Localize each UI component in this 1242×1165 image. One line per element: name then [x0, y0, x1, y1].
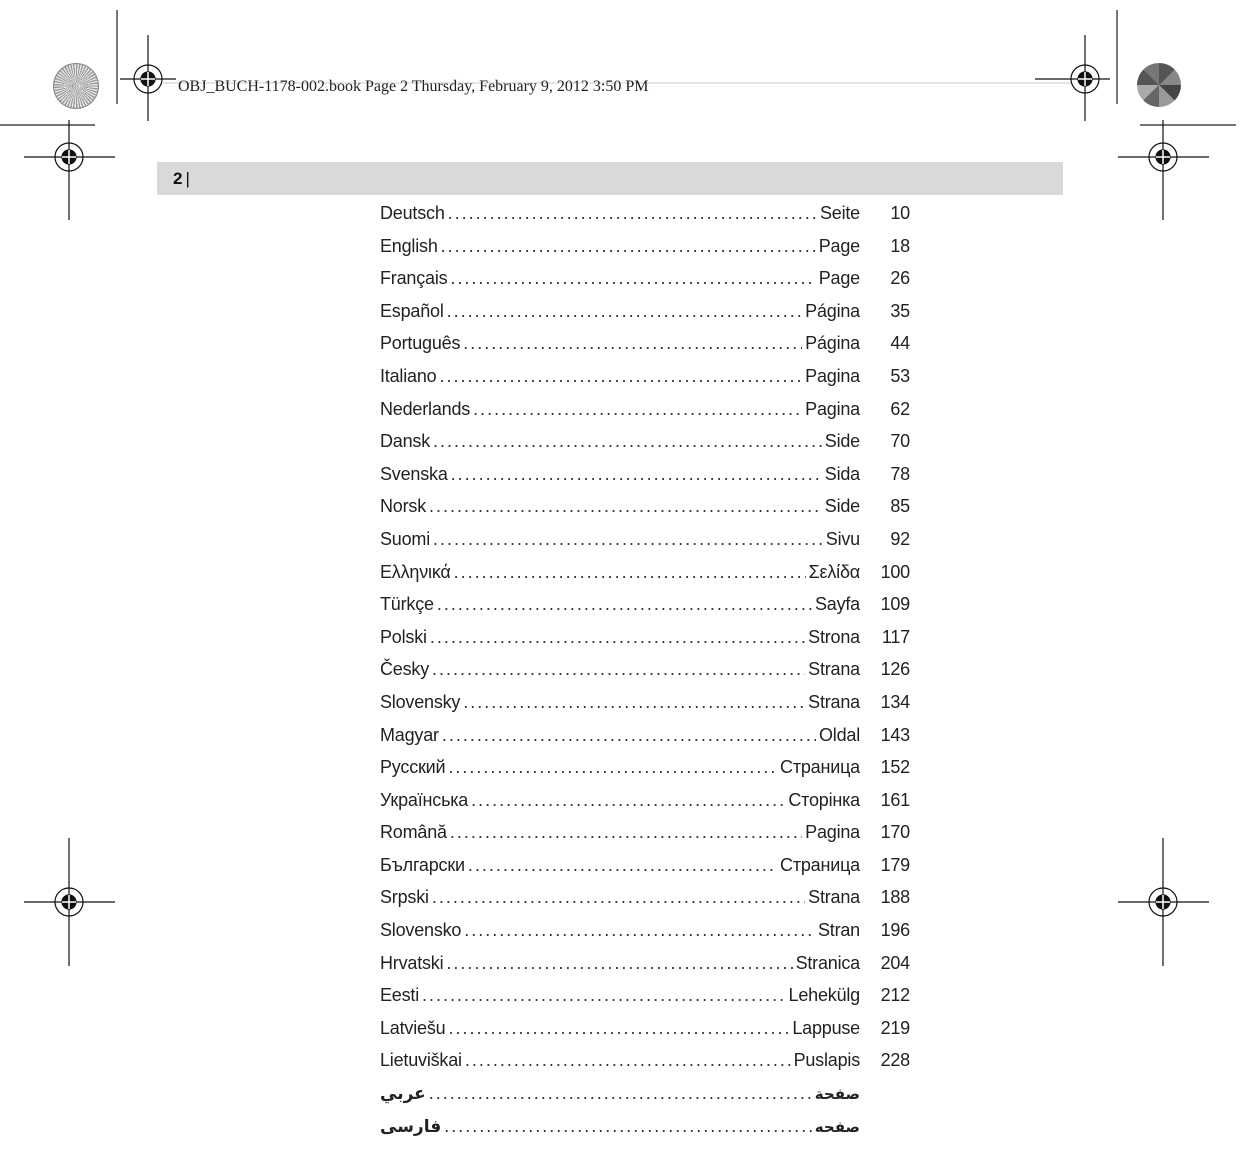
- toc-page-word: Page: [818, 268, 860, 289]
- toc-leader-dots: [437, 594, 812, 615]
- toc-page-word: Strana: [808, 659, 860, 680]
- toc-entry[interactable]: [380, 822, 910, 855]
- table-of-contents: [380, 203, 910, 1148]
- toc-page-word: Sivu: [825, 528, 860, 549]
- toc-page-word: Side: [824, 431, 860, 452]
- toc-entry[interactable]: [380, 203, 910, 236]
- toc-page-number: 100: [880, 561, 910, 582]
- toc-page-number: 126: [880, 659, 910, 680]
- toc-page-word: Сторінка: [788, 789, 860, 810]
- toc-page-word: Sayfa: [814, 594, 860, 615]
- toc-page-word: Pagina: [805, 822, 860, 843]
- registration-disc-left-icon: [53, 63, 99, 109]
- toc-language: Български: [380, 854, 465, 875]
- toc-leader-dots: [448, 203, 817, 224]
- toc-page-number: 70: [890, 431, 910, 452]
- toc-page-number: 35: [890, 300, 910, 321]
- toc-leader-dots: [432, 887, 805, 908]
- toc-page-number: 44: [890, 333, 910, 354]
- toc-leader-dots: [433, 431, 822, 452]
- toc-page-number: 188: [880, 887, 910, 908]
- toc-language: Українська: [380, 789, 469, 810]
- toc-language: Polski: [380, 626, 427, 647]
- toc-entry[interactable]: [380, 627, 910, 660]
- toc-leader-dots: [463, 333, 802, 354]
- toc-entry[interactable]: [380, 953, 910, 986]
- toc-page-word: Página: [805, 300, 860, 321]
- toc-entry[interactable]: [380, 985, 910, 1018]
- toc-page-number: 26: [890, 268, 910, 289]
- page-header-bar: [157, 162, 1063, 195]
- toc-entry[interactable]: [380, 268, 910, 301]
- registration-mark-right-lower-icon: [1114, 838, 1214, 968]
- toc-page-number: 170: [880, 822, 910, 843]
- toc-leader-dots: [473, 399, 802, 420]
- toc-page-number: 134: [880, 691, 910, 712]
- toc-page-number: 92: [890, 528, 910, 549]
- toc-page-number: 117: [881, 626, 910, 647]
- toc-page-word: Lappuse: [792, 1017, 860, 1038]
- toc-leader-dots: [450, 268, 815, 289]
- toc-leader-dots: [450, 822, 802, 843]
- toc-page-word: Stran: [817, 920, 860, 941]
- toc-page-word: Strona: [808, 626, 860, 647]
- registration-mark-left-lower-icon: [20, 838, 120, 968]
- toc-entry[interactable]: [380, 659, 910, 692]
- toc-page-word: Страница: [780, 854, 860, 875]
- toc-language: Deutsch: [380, 203, 445, 223]
- print-slug: OBJ_BUCH-1178-002.book Page 2 Thursday, February 9, 2012 3:50 PM: [178, 78, 649, 95]
- toc-leader-dots: [432, 659, 805, 680]
- toc-language: Norsk: [380, 496, 427, 517]
- toc-leader-dots: [442, 725, 816, 746]
- toc-entry[interactable]: [380, 1018, 910, 1051]
- toc-language: Français: [380, 268, 448, 289]
- toc-page-number: 78: [890, 463, 910, 484]
- toc-entry[interactable]: [380, 757, 910, 790]
- toc-leader-dots: [448, 1018, 789, 1039]
- toc-entry[interactable]: [380, 1083, 910, 1116]
- toc-page-number: 228: [880, 1050, 910, 1071]
- toc-leader-dots: [429, 496, 822, 517]
- page-number: 2 |: [173, 169, 190, 188]
- toc-language: عربي: [380, 1084, 426, 1105]
- toc-entry[interactable]: [380, 562, 910, 595]
- toc-language: Português: [380, 333, 461, 354]
- toc-page-word: Oldal: [818, 724, 860, 745]
- toc-entry[interactable]: [380, 1116, 910, 1149]
- toc-language: English: [380, 235, 438, 256]
- toc-language: Srpski: [380, 887, 429, 908]
- toc-leader-dots: [433, 529, 823, 550]
- toc-language: Eesti: [380, 985, 420, 1006]
- toc-entry[interactable]: [380, 366, 910, 399]
- toc-entry[interactable]: [380, 887, 910, 920]
- toc-page-word: Pagina: [805, 398, 860, 419]
- toc-page-word: Side: [824, 496, 860, 517]
- toc-entry[interactable]: [380, 920, 910, 953]
- toc-page-number: 161: [880, 789, 910, 810]
- toc-leader-dots: [422, 985, 786, 1006]
- toc-page-word: Strana: [808, 691, 860, 712]
- toc-language: Lietuviškai: [380, 1050, 462, 1071]
- toc-leader-dots: [444, 1116, 812, 1137]
- toc-entry[interactable]: [380, 333, 910, 366]
- toc-entry[interactable]: [380, 529, 910, 562]
- toc-page-word: Strana: [808, 887, 860, 908]
- toc-page-word: صفحه: [814, 1117, 860, 1136]
- toc-entry[interactable]: [380, 692, 910, 725]
- toc-leader-dots: [430, 627, 805, 648]
- toc-entry[interactable]: [380, 855, 910, 888]
- toc-page-word: Stranica: [795, 952, 860, 973]
- registration-mark-right-upper-icon: [1114, 120, 1214, 220]
- toc-page-word: Page: [818, 235, 860, 256]
- toc-language: Türkçe: [380, 594, 434, 615]
- toc-page-number: 18: [890, 235, 910, 256]
- toc-page-word: Página: [805, 333, 860, 354]
- toc-entry[interactable]: [380, 594, 910, 627]
- toc-language: Español: [380, 300, 444, 321]
- registration-mark-top-left-icon: [118, 35, 178, 125]
- toc-page-number: 53: [890, 365, 910, 386]
- toc-entry[interactable]: [380, 790, 910, 823]
- toc-entry[interactable]: [380, 431, 910, 464]
- toc-page-number: 179: [880, 854, 910, 875]
- toc-language: Slovensko: [380, 920, 462, 941]
- registration-mark-top-right-icon: [1035, 35, 1135, 125]
- toc-language: Română: [380, 822, 447, 843]
- toc-entry[interactable]: [380, 236, 910, 269]
- toc-language: Nederlands: [380, 398, 471, 419]
- toc-leader-dots: [464, 920, 815, 941]
- toc-leader-dots: [447, 301, 802, 322]
- toc-language: Latviešu: [380, 1017, 446, 1038]
- toc-leader-dots: [446, 953, 792, 974]
- toc-language: Magyar: [380, 724, 439, 745]
- toc-entry[interactable]: [380, 301, 910, 334]
- toc-page-number: 212: [880, 985, 910, 1006]
- toc-leader-dots: [441, 236, 816, 257]
- toc-entry[interactable]: [380, 399, 910, 432]
- toc-leader-dots: [454, 562, 806, 583]
- toc-leader-dots: [429, 1083, 812, 1104]
- toc-page-number: 196: [880, 920, 910, 941]
- toc-language: Hrvatski: [380, 952, 444, 973]
- toc-entry[interactable]: [380, 464, 910, 497]
- toc-leader-dots: [448, 757, 777, 778]
- toc-page-word: Puslapis: [793, 1050, 860, 1071]
- toc-language: Dansk: [380, 431, 431, 452]
- toc-leader-dots: [463, 692, 805, 713]
- toc-page-number: 10: [890, 203, 910, 223]
- toc-entry[interactable]: [380, 725, 910, 758]
- toc-page-word: Lehekülg: [788, 985, 860, 1006]
- registration-mark-left-upper-icon: [20, 120, 120, 220]
- toc-page-word: Sida: [824, 463, 860, 484]
- toc-language: Česky: [380, 659, 430, 680]
- toc-language: Svenska: [380, 463, 448, 484]
- toc-language: Italiano: [380, 365, 437, 386]
- toc-page-word: Страница: [780, 757, 860, 778]
- registration-disc-right-icon: [1137, 63, 1181, 107]
- toc-page-number: 219: [880, 1017, 910, 1038]
- toc-page-word: Seite: [819, 203, 860, 223]
- toc-leader-dots: [451, 464, 822, 485]
- toc-entry[interactable]: [380, 496, 910, 529]
- toc-entry[interactable]: [380, 1050, 910, 1083]
- toc-page-number: 85: [890, 496, 910, 517]
- toc-language: Русский: [380, 757, 446, 778]
- toc-leader-dots: [471, 790, 785, 811]
- toc-page-word: Pagina: [805, 365, 860, 386]
- toc-page-number: 109: [880, 594, 910, 615]
- toc-page-number: 204: [880, 952, 910, 973]
- toc-leader-dots: [465, 1050, 791, 1071]
- toc-language: Ελληνικά: [380, 561, 451, 582]
- toc-leader-dots: [468, 855, 777, 876]
- toc-page-word: Σελίδα: [808, 561, 860, 582]
- toc-page-number: 143: [880, 724, 910, 745]
- toc-leader-dots: [439, 366, 802, 387]
- toc-language: Slovensky: [380, 691, 461, 712]
- toc-language: Suomi: [380, 528, 431, 549]
- toc-page-number: 62: [890, 398, 910, 419]
- toc-language: فارسی: [380, 1116, 442, 1137]
- toc-page-number: 152: [880, 757, 910, 778]
- toc-page-word: صفحة: [814, 1085, 860, 1104]
